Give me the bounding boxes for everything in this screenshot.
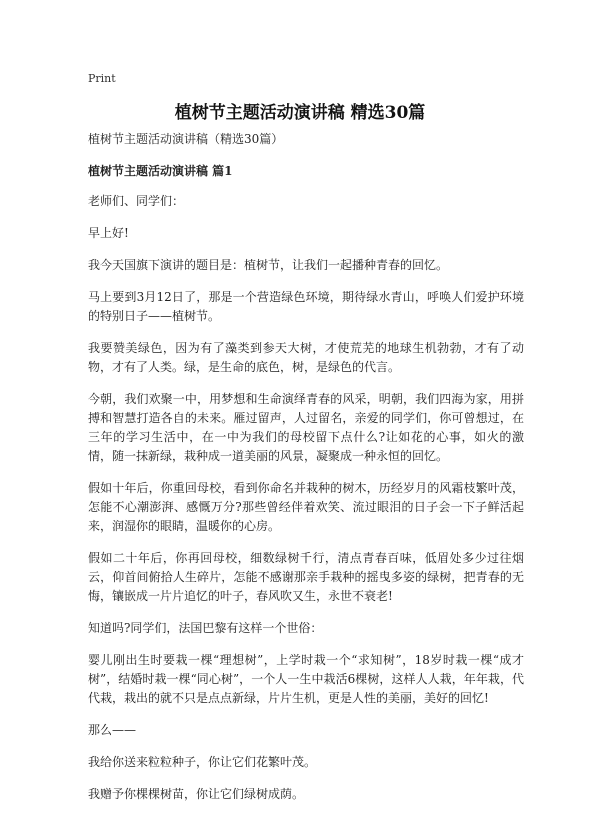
document-title: 植树节主题活动演讲稿 精选30篇 bbox=[174, 103, 426, 123]
paragraph-twenty-years: 假如二十年后，你再回母校，细数绿树千行，清点青春百味，低眉处多少过往烟云，仰首间俯拾人生碎片，怎能不感谢那亲手栽种的摇曳多姿的绿树，把青春的无悔，镶嵌成一片片追忆的叶子，春风吹又生，永世不衰老! bbox=[88, 551, 524, 603]
paragraph-topic: 我今天国旗下演讲的题目是：植树节，让我们一起播种青春的回忆。 bbox=[88, 258, 449, 272]
document-body bbox=[88, 130, 524, 817]
paragraph-praise-green: 我要赞美绿色，因为有了藻类到参天大树，才使荒芜的地球生机勃勃，才有了动物，才有了人类。绿，是生命的底色，树，是绿色的代言。 bbox=[88, 341, 524, 374]
section-heading: 植树节主题活动演讲稿 篇1 bbox=[88, 164, 233, 178]
paragraph-paris-custom: 知道吗?同学们，法国巴黎有这样一个世俗： bbox=[88, 621, 323, 635]
paragraph-then: 那么—— bbox=[88, 723, 137, 737]
paragraph-seeds: 我给你送来粒粒种子，你让它们花繁叶茂。 bbox=[88, 755, 317, 769]
paragraph-trees-of-life: 婴儿刚出生时要栽一棵“理想树”，上学时栽一个“求知树”，18岁时栽一棵“成才树”，结婚时栽一棵“同心树”，一个人一生中栽活6棵树，这样人人栽，年年栽，代代栽，栽出的就不只是点点新绿，片片生机，更是人性的美丽，美好的回忆! bbox=[88, 653, 524, 705]
paragraph-saplings: 我赠予你棵棵树苗，你让它们绿树成荫。 bbox=[88, 787, 305, 801]
paragraph-arbor-day: 马上要到3月12日了，那是一个营造绿色环境，期待绿水青山，呼唤人们爱护环境的特别日子——植树节。 bbox=[88, 290, 524, 323]
paragraph-greeting-audience: 老师们、同学们： bbox=[88, 194, 185, 208]
paragraph-good-morning: 早上好! bbox=[88, 226, 129, 240]
document-subtitle: 植树节主题活动演讲稿（精选30篇） bbox=[88, 132, 284, 146]
print-label: Print bbox=[88, 72, 116, 85]
paragraph-ten-years: 假如十年后，你重回母校，看到你命名并栽种的树木，历经岁月的风霜枝繁叶茂，怎能不心潮澎湃、感慨万分?那些曾经伴着欢笑、流过眼泪的日子会一下子鲜活起来，润湿你的眼睛，温暖你的心房。 bbox=[88, 481, 524, 533]
paragraph-today: 今朝，我们欢聚一中，用梦想和生命演绎青春的风采，明朝，我们四海为家，用拼搏和智慧打造各自的未来。雁过留声，人过留名，亲爱的同学们，你可曾想过，在三年的学习生活中，在一中为我们的母校留下点什么?让如花的心事，如火的激情，随一抹新绿，栽种成一道美丽的风景，凝聚成一种永恒的回忆。 bbox=[88, 392, 524, 463]
